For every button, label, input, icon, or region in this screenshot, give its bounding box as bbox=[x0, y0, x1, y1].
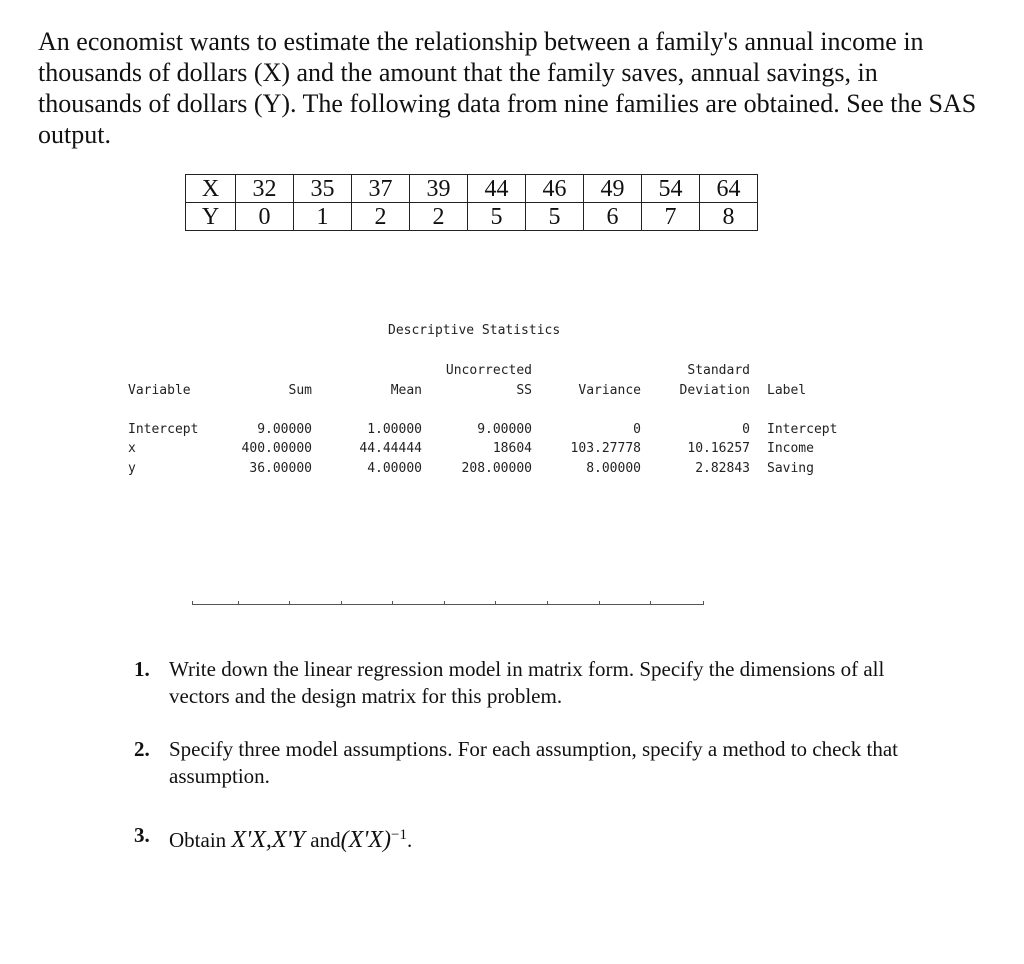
y-value: 2 bbox=[410, 203, 468, 231]
cell-std: 2.82843 bbox=[695, 461, 750, 476]
y-value: 0 bbox=[236, 203, 294, 231]
data-table bbox=[185, 174, 758, 231]
axis-tick bbox=[547, 601, 548, 605]
y-header: Y bbox=[186, 203, 236, 231]
y-value: 2 bbox=[352, 203, 410, 231]
y-value: 1 bbox=[294, 203, 352, 231]
cell-label: Saving bbox=[767, 461, 814, 476]
x-header: X bbox=[186, 175, 236, 203]
y-row bbox=[186, 203, 758, 231]
col-uncorrected: Uncorrected bbox=[445, 363, 532, 378]
x-row bbox=[186, 175, 758, 203]
cell-mean: 4.00000 bbox=[367, 461, 422, 476]
col-label: Label bbox=[767, 383, 807, 398]
cell-label: Income bbox=[767, 441, 814, 456]
x-value: 64 bbox=[700, 175, 758, 203]
question-number: 2. bbox=[134, 737, 150, 761]
x-value: 32 bbox=[236, 175, 294, 203]
col-sum: Sum bbox=[288, 383, 312, 398]
separator: , bbox=[265, 827, 272, 853]
period: . bbox=[406, 828, 413, 852]
question-number: 3. bbox=[134, 823, 150, 847]
y-value: 5 bbox=[468, 203, 526, 231]
cell-ss: 208.00000 bbox=[461, 461, 532, 476]
question-text: Write down the linear regression model in matrix form. Specify the dimensions of all vectors and the design matrix for this problem. bbox=[169, 657, 885, 708]
cell-label: Intercept bbox=[767, 422, 838, 437]
axis-tick bbox=[599, 601, 600, 605]
matrix-xtx: X'X bbox=[231, 827, 266, 853]
cell-variable: x bbox=[128, 441, 136, 456]
axis-tick bbox=[444, 601, 445, 605]
axis-tick bbox=[341, 601, 342, 605]
conjunction: and bbox=[310, 828, 341, 852]
col-standard: Standard bbox=[687, 363, 750, 378]
col-deviation: Deviation bbox=[679, 383, 750, 398]
x-value: 44 bbox=[468, 175, 526, 203]
cell-std: 10.16257 bbox=[687, 441, 750, 456]
matrix-xty: X'Y bbox=[271, 827, 305, 853]
x-value: 35 bbox=[294, 175, 352, 203]
axis-tick bbox=[650, 601, 651, 605]
x-value: 49 bbox=[584, 175, 642, 203]
divider-axis bbox=[192, 600, 704, 605]
cell-sum: 9.00000 bbox=[257, 422, 312, 437]
problem-intro: An economist wants to estimate the relationship between a family's annual income in thousands of dollars (X) and the amount that the family saves, annual savings, in thousands of dollars (Y). The following data from nine families are obtained. See the SAS output. bbox=[38, 27, 977, 149]
cell-variable: Intercept bbox=[128, 422, 199, 437]
matrix-xtx-inverse: (X'X) bbox=[340, 827, 392, 853]
x-value: 54 bbox=[642, 175, 700, 203]
cell-ss: 18604 bbox=[492, 441, 532, 456]
x-value: 46 bbox=[526, 175, 584, 203]
y-value: 7 bbox=[642, 203, 700, 231]
cell-std: 0 bbox=[742, 422, 750, 437]
y-value: 5 bbox=[526, 203, 584, 231]
cell-variable: y bbox=[128, 461, 136, 476]
y-value: 6 bbox=[584, 203, 642, 231]
inverse-exponent: −1 bbox=[391, 827, 407, 843]
question-text bbox=[169, 822, 929, 854]
axis-tick bbox=[495, 601, 496, 605]
x-value: 37 bbox=[352, 175, 410, 203]
cell-sum: 36.00000 bbox=[249, 461, 312, 476]
axis-tick bbox=[238, 601, 239, 605]
cell-variance: 8.00000 bbox=[586, 461, 641, 476]
axis-tick bbox=[192, 601, 193, 605]
cell-variance: 0 bbox=[633, 422, 641, 437]
question-text: Specify three model assumptions. For each assumption, specify a method to check that assumption. bbox=[169, 737, 898, 788]
cell-sum: 400.00000 bbox=[241, 441, 312, 456]
axis-tick bbox=[703, 601, 704, 605]
question-prefix: Obtain bbox=[169, 828, 227, 852]
col-variable: Variable bbox=[128, 383, 191, 398]
axis-tick bbox=[289, 601, 290, 605]
col-mean: Mean bbox=[390, 383, 422, 398]
axis-tick bbox=[392, 601, 393, 605]
col-ss: SS bbox=[516, 383, 532, 398]
question-number: 1. bbox=[134, 657, 150, 681]
sas-title: Descriptive Statistics bbox=[388, 323, 561, 338]
cell-ss: 9.00000 bbox=[477, 422, 532, 437]
x-value: 39 bbox=[410, 175, 468, 203]
cell-variance: 103.27778 bbox=[570, 441, 641, 456]
cell-mean: 44.44444 bbox=[359, 441, 422, 456]
col-variance: Variance bbox=[578, 383, 641, 398]
y-value: 8 bbox=[700, 203, 758, 231]
cell-mean: 1.00000 bbox=[367, 422, 422, 437]
